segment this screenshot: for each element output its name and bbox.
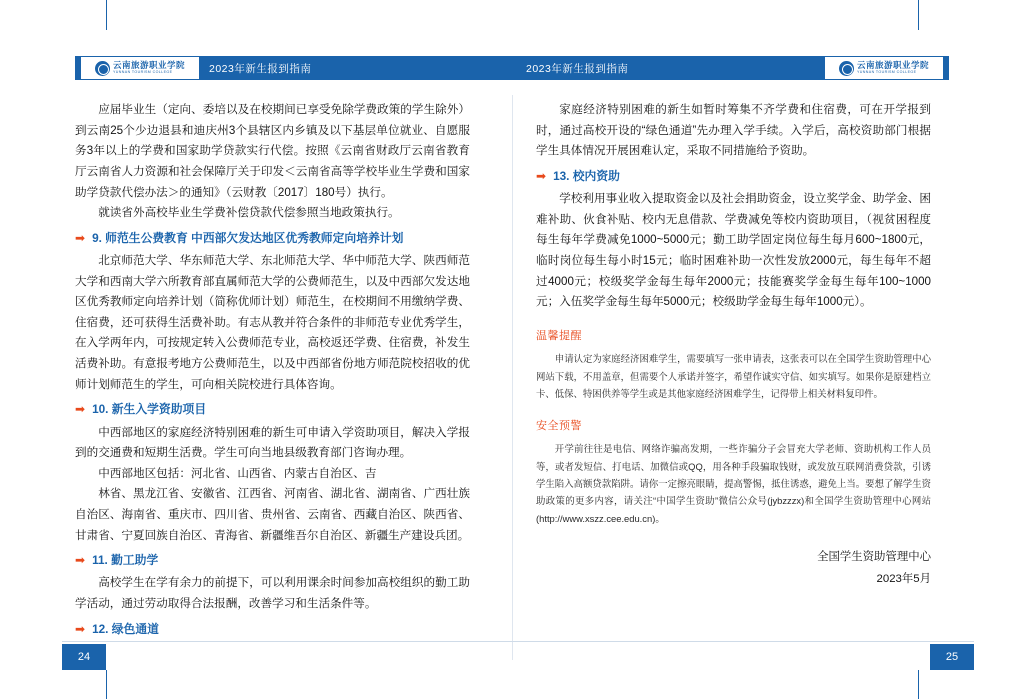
- signature-org: 全国学生资助管理中心: [817, 551, 931, 564]
- header-bar-left: [75, 56, 512, 80]
- paragraph: 家庭经济特别困难的新生如暂时筹集不齐学费和住宿费，可在开学报到时，通过高校开设的“绿色通道”先办理入学手续。入学后，高校资助部门根据学生具体情况开展困难认定，采取不同措施给予资助。: [536, 103, 931, 158]
- header-title-left: 2023年新生报到指南: [209, 62, 312, 75]
- left-column: [75, 100, 470, 642]
- notice-title: 温馨提醒: [536, 329, 582, 342]
- column-divider: [512, 95, 513, 660]
- section-heading-12: [75, 620, 470, 639]
- paragraph: 林省、黑龙江省、安徽省、江西省、河南省、湖北省、湖南省、广西壮族自治区、海南省、重庆市、四川省、贵州省、云南省、西藏自治区、陕西省、甘肃省、宁夏回族自治区、青海省、新疆维吾尔自治区、新疆生产建设兵团。: [75, 487, 470, 542]
- paragraph: 应届毕业生（定向、委培以及在校期间已享受免除学费政策的学生除外）到云南25个少边退县和迪庆州3个县辖区内乡镇及以下基层单位就业、自愿服务3年以上的学费和国家助学贷款实行代偿。按照《云南省财政厅云南省教育厅云南省人力资源和社会保障厅关于印发＜云南省高等学校毕业生学费和国家助学贷款代偿办法＞的通知》（云财教〔2017〕180号）执行。: [75, 103, 470, 199]
- top-tick-left: [106, 0, 107, 30]
- signature-block: [536, 547, 931, 590]
- section-title: 10. 新生入学资助项目: [92, 402, 207, 417]
- notice-title: 安全预警: [536, 419, 582, 432]
- section-title: 13. 校内资助: [553, 168, 620, 183]
- arrow-icon: ➡: [75, 230, 86, 245]
- notice-safety-alert: [536, 417, 931, 528]
- footer-tick-left: [106, 670, 107, 699]
- right-column: [536, 100, 931, 590]
- arrow-icon: ➡: [75, 553, 86, 568]
- section-title: 11. 勤工助学: [92, 553, 159, 568]
- paragraph: 就读省外高校毕业生学费补偿贷款代偿参照当地政策执行。: [98, 206, 400, 220]
- page-number-left: 24: [62, 644, 106, 670]
- paragraph: 中西部地区包括：河北省、山西省、内蒙古自治区、吉: [98, 466, 377, 480]
- notice-warm-reminder: [536, 327, 931, 403]
- top-tick-right: [918, 0, 919, 30]
- section-title: 9. 师范生公费教育 中西部欠发达地区优秀教师定向培养计划: [92, 230, 404, 245]
- section-heading-13: [536, 167, 931, 186]
- footer-band: [0, 670, 1024, 699]
- logo-name-en: YUNNAN TOURISM COLLEGE: [112, 70, 173, 75]
- arrow-icon: ➡: [75, 402, 86, 417]
- signature-date: 2023年5月: [876, 572, 931, 585]
- page-number-right: 25: [930, 644, 974, 670]
- logo-name-cn: 云南旅游职业学院: [112, 60, 185, 71]
- logo-name-cn: 云南旅游职业学院: [856, 60, 929, 71]
- arrow-icon: ➡: [75, 621, 86, 636]
- paragraph: 中西部地区的家庭经济特别困难的新生可申请入学资助项目，解决入学报到的交通费和短期生活费。学生可向当地县级教育部门咨询办理。: [75, 425, 470, 460]
- paragraph: 北京师范大学、华东师范大学、东北师范大学、华中师范大学、陕西师范大学和西南大学六所教育部直属师范大学的公费师范生，以及中西部欠发达地区优秀教师定向培养计划（简称优师计划）师范生，在校期间不用缴纳学费、住宿费，还可获得生活费补助。有志从教并符合条件的非师范专业优秀学生，在入学两年内，可按规定转入公费师范专业，高校返还学费、住宿费，补发生活费补助。有意报考地方公费师范生，以及中西部省份地方师范院校招收的优师计划师范生的学生，可向相关院校进行具体咨询。: [75, 253, 470, 391]
- section-heading-11: [75, 551, 470, 570]
- section-heading-9: [75, 229, 470, 248]
- section-title: 12. 绿色通道: [92, 621, 159, 636]
- header-bar-right: [512, 56, 949, 80]
- section-heading-10: [75, 400, 470, 419]
- footer-tick-right: [918, 670, 919, 699]
- college-logo-right: [825, 57, 943, 79]
- logo-name-en: YUNNAN TOURISM COLLEGE: [856, 70, 917, 75]
- header-title-right: 2023年新生报到指南: [526, 62, 629, 75]
- paragraph: 高校学生在学有余力的前提下，可以利用课余时间参加高校组织的勤工助学活动，通过劳动取得合法报酬，改善学习和生活条件等。: [75, 576, 470, 611]
- college-seal-icon: [839, 61, 854, 76]
- paragraph: 学校利用事业收入提取资金以及社会捐助资金，设立奖学金、助学金、困难补助、伙食补贴、校内无息借款、学费减免等校内资助项目，（视贫困程度每生每年学费减免1000~5000元；勤工助学固定岗位每生每月600~1800元，临时岗位每生每小时15元；临时困难补助一次性发放2000元，每生每年不超过4000元；校级奖学金每生每年2000元；技能赛奖学金每生每年100~1000元；入伍奖学金每生每年5000元；校级助学金每生每年1000元）。: [536, 192, 931, 309]
- college-seal-icon: [95, 61, 110, 76]
- college-logo-left: [81, 57, 199, 79]
- arrow-icon: ➡: [536, 168, 547, 183]
- notice-body: 申请认定为家庭经济困难学生，需要填写一张申请表，这张表可以在全国学生资助管理中心网站下载，不用盖章，但需要个人承诺并签字，希望作诚实守信、如实填写。如果你是原建档立卡、低保、特困供养等学生或是其他家庭经济困难学生，记得带上相关材料复印件。: [536, 353, 931, 400]
- footer-rule: [62, 641, 974, 642]
- notice-body: 开学前往往是电信、网络诈骗高发期，一些诈骗分子会冒充大学老师、资助机构工作人员等，或者发短信、打电话、加微信或QQ，用各种手段骗取钱财，或发放互联网消费贷款，引诱学生陷入高额贷款陷阱。请你一定擦亮眼睛，提高警惕，抵住诱惑，避免上当。要想了解学生资助政策的更多内容，请关注“中国学生资助”微信公众号(jybzzzx)和全国学生资助管理中心网站(http://www.xszz.cee.edu.cn)。: [536, 443, 931, 524]
- top-band: [0, 0, 1024, 30]
